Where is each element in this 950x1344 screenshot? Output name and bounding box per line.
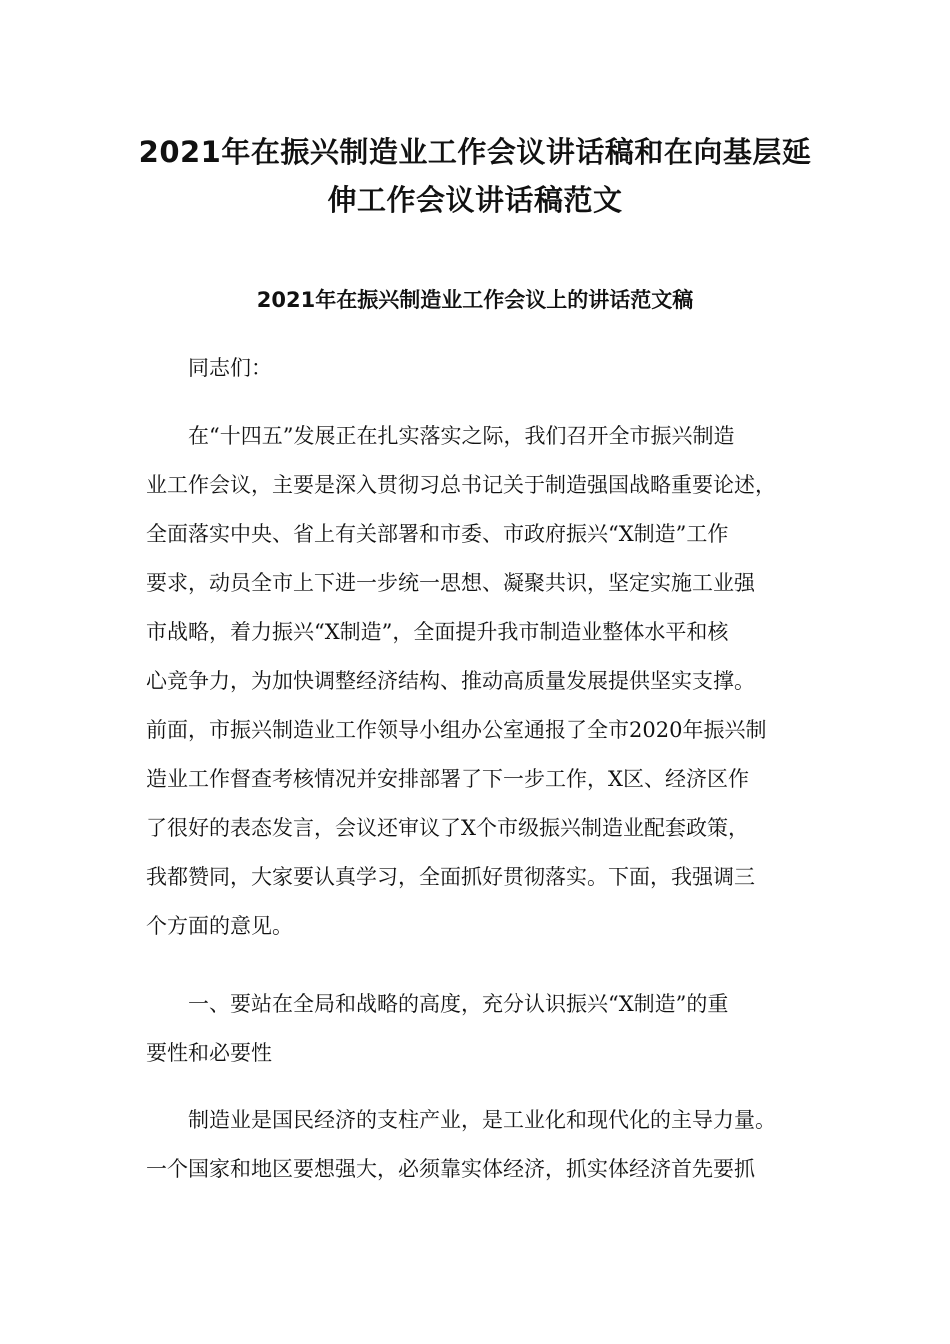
title-line: 伸工作会议讲话稿范文 <box>327 183 623 217</box>
paragraph-line: 个方面的意见。 <box>146 914 293 938</box>
heading-line: 要性和必要性 <box>146 1041 272 1065</box>
paragraph-intro <box>146 412 826 951</box>
paragraph-line: 前面，市振兴制造业工作领导小组办公室通报了全市2020年振兴制 <box>146 718 767 742</box>
paragraph-line: 制造业是国民经济的支柱产业，是工业化和现代化的主导力量。 <box>188 1108 776 1132</box>
paragraph-line: 造业工作督查考核情况并安排部署了下一步工作，X区、经济区作 <box>146 767 749 791</box>
salutation-text: 同志们： <box>188 356 272 380</box>
paragraph-line: 业工作会议，主要是深入贯彻习总书记关于制造强国战略重要论述， <box>146 473 776 497</box>
paragraph-line: 一个国家和地区要想强大，必须靠实体经济，抓实体经济首先要抓 <box>146 1157 755 1181</box>
salutation <box>146 344 826 393</box>
paragraph-line: 在“十四五”发展正在扎实落实之际，我们召开全市振兴制造 <box>188 424 735 448</box>
speech-subtitle: 2021年在振兴制造业工作会议上的讲话范文稿 <box>256 288 694 312</box>
paragraph-line: 我都赞同，大家要认真学习，全面抓好贯彻落实。下面，我强调三 <box>146 865 755 889</box>
heading-line: 一、要站在全局和战略的高度，充分认识振兴“X制造”的重 <box>188 992 729 1016</box>
paragraph-line: 了很好的表态发言，会议还审议了X个市级振兴制造业配套政策， <box>146 816 749 840</box>
title-line: 2021年在振兴制造业工作会议讲话稿和在向基层延 <box>138 135 812 169</box>
section-heading-1 <box>146 980 826 1078</box>
paragraph-manufacturing <box>146 1096 826 1194</box>
paragraph-line: 全面落实中央、省上有关部署和市委、市政府振兴“X制造”工作 <box>146 522 729 546</box>
paragraph-line: 市战略，着力振兴“X制造”，全面提升我市制造业整体水平和核 <box>146 620 729 644</box>
paragraph-line: 要求，动员全市上下进一步统一思想、凝聚共识，坚定实施工业强 <box>146 571 755 595</box>
paragraph-line: 心竞争力，为加快调整经济结构、推动高质量发展提供坚实支撑。 <box>146 669 755 693</box>
document-title <box>100 128 850 224</box>
